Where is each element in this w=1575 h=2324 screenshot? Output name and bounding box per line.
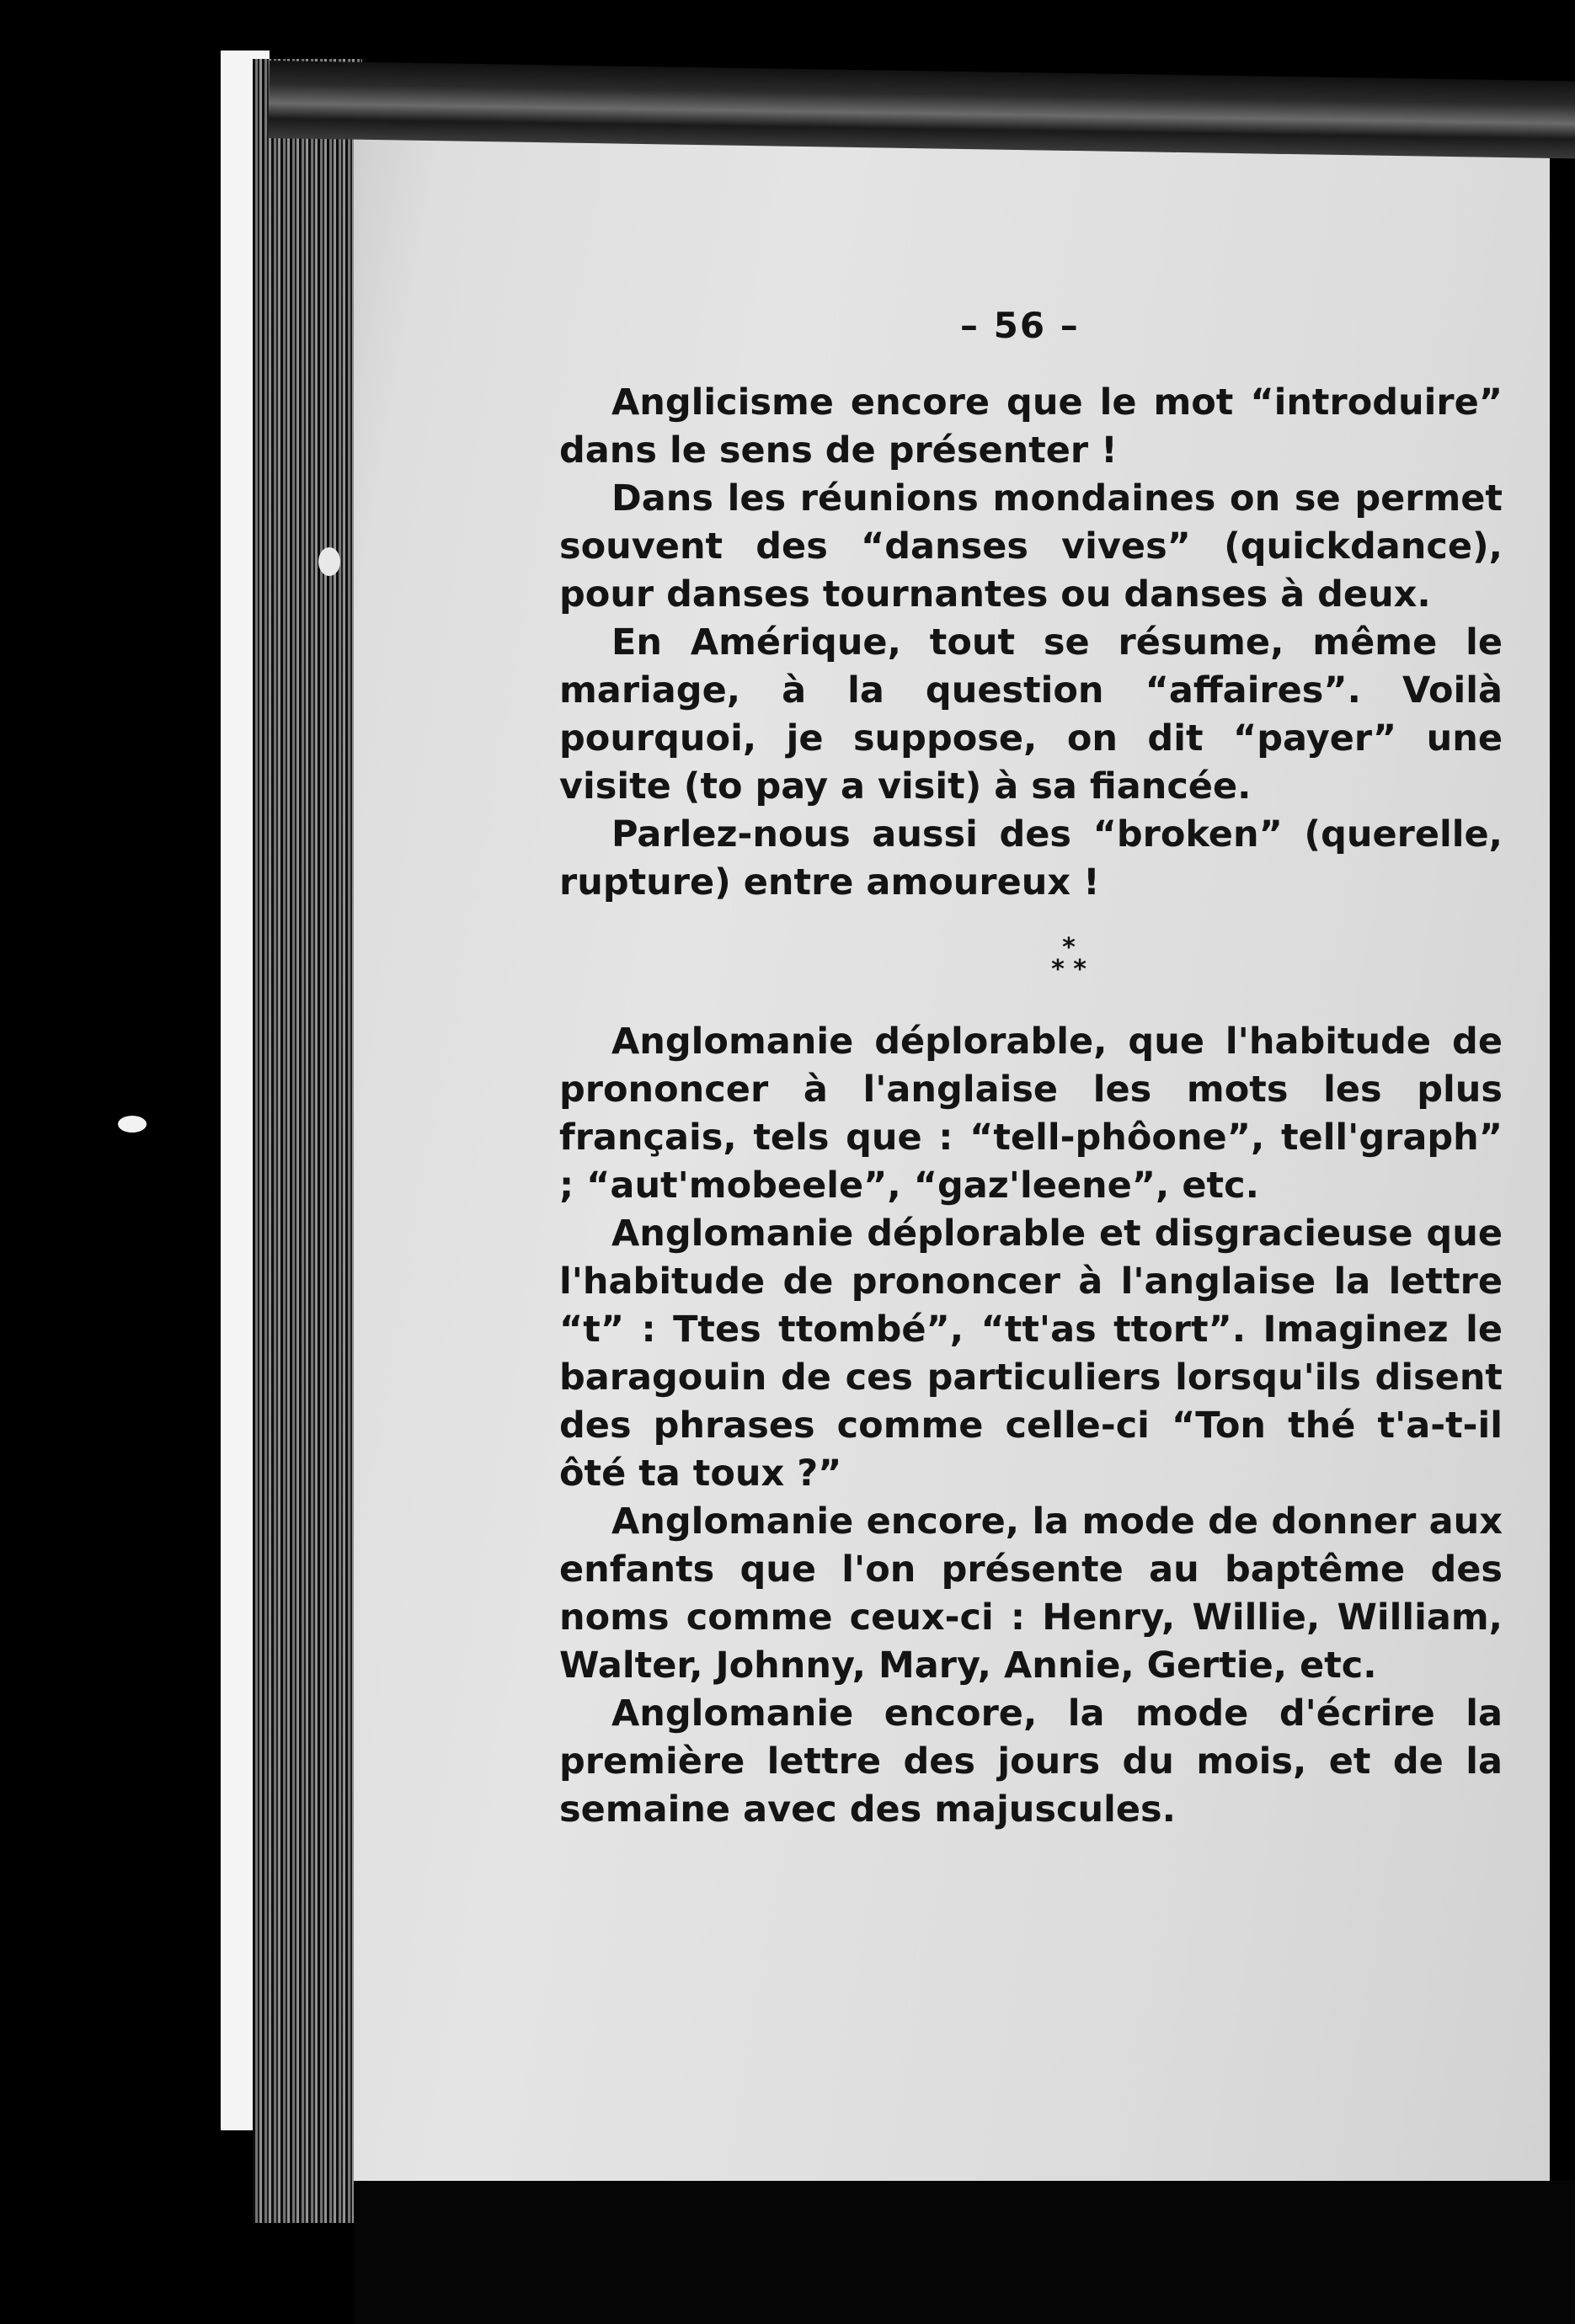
scan-speck [318, 547, 340, 576]
paragraph: Dans les réunions mondaines on se permet souvent des “danses vives” (quickdance), pour danses tournantes ou danses à deux. [559, 477, 1503, 616]
page-bottom-shadow [354, 2181, 1575, 2324]
paragraph: Parlez-nous aussi des “broken” (querelle, rupture) entre amoureux ! [559, 813, 1503, 903]
paragraph: Anglomanie encore, la mode de donner aux enfants que l'on présente au baptême des noms comme ceux-ci : Henry, Willie, William, Walter, Johnny, Mary, Annie, Gertie, etc. [559, 1500, 1503, 1687]
book-page-edges [253, 59, 362, 2223]
paragraph: En Amérique, tout se résume, même le mariage, à la question “affaires”. Voilà pourquoi, je suppose, on dit “payer” une visite (to pay a visit) à sa fiancée. [559, 621, 1503, 808]
scan-speck [118, 1116, 147, 1133]
paragraph: Anglomanie encore, la mode d'écrire la première lettre des jours du mois, et de la semaine avec des majuscules. [559, 1692, 1503, 1831]
page-text [559, 379, 1503, 1834]
asterism-separator [559, 933, 1503, 984]
paragraph: Anglomanie déplorable, que l'habitude de prononcer à l'anglaise les mots les plus français, tels que : “tell-phôone”, tell'graph” ; “aut'mobeele”, “gaz'leene”, etc. [559, 1021, 1503, 1207]
asterism-bottom: * * [1051, 955, 1086, 984]
page-number: – 56 – [960, 305, 1080, 346]
paragraph: Anglicisme encore que le mot “introduire” dans le sens de présenter ! [559, 381, 1503, 472]
asterism-top: * [1062, 933, 1076, 962]
paragraph: Anglomanie déplorable et disgracieuse que l'habitude de prononcer à l'anglaise la lettre “t” : Ttes ttombé”, “tt'as ttort”. Imaginez le baragouin de ces particuliers lorsqu'ils disent des phrases comme celle-ci “Ton thé t'a-t-il ôté ta toux ?” [559, 1213, 1503, 1495]
